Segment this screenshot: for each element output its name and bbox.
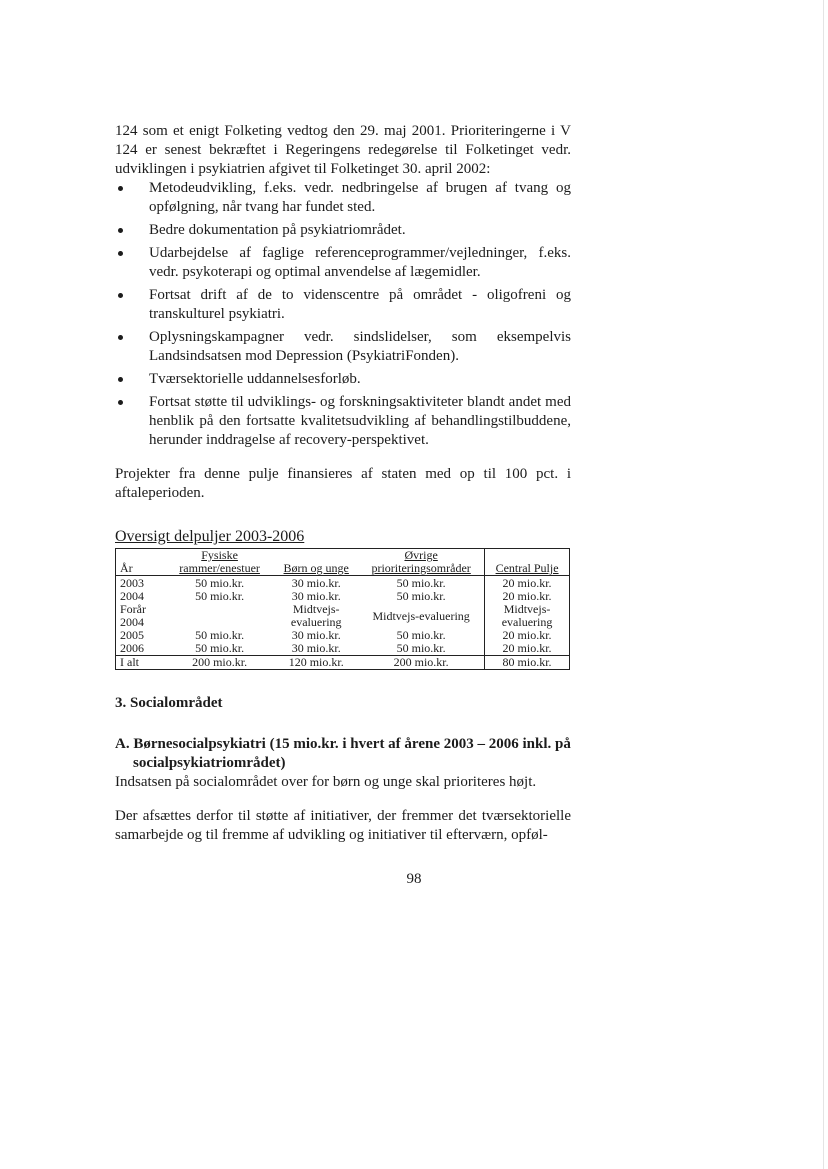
header-physical: Fysiske rammer/enestuer <box>165 549 274 576</box>
list-item: Oplysningskampagner vedr. sindslidelser, som eksempelvis Landsindsatsen mod Depression (PsykiatriFonden). <box>115 328 571 366</box>
list-item: Udarbejdelse af faglige referenceprogrammer/vejledninger, f.eks. vedr. psykoterapi og optimal anvendelse af lægemidler. <box>115 244 571 282</box>
table-row: 2003 50 mio.kr. 30 mio.kr. 50 mio.kr. 20 mio.kr. <box>116 576 570 591</box>
section-title: 3. Socialområdet <box>115 695 223 711</box>
table-title: Oversigt delpuljer 2003-2006 <box>115 528 305 545</box>
bullet-icon <box>118 377 123 382</box>
header-children: Børn og unge <box>274 549 358 576</box>
bullet-icon <box>118 228 123 233</box>
list-item: Tværsektorielle uddannelsesforløb. <box>115 370 571 389</box>
funding-table <box>115 548 570 670</box>
projects-paragraph: Projekter fra denne pulje finansieres af staten med op til 100 pct. i aftaleperioden. <box>115 466 571 501</box>
list-item: Fortsat drift af de to videnscentre på området - oligofreni og transkulturel psykiatri. <box>115 286 571 324</box>
final-paragraph: Der afsættes derfor til støtte af initiativer, der fremmer det tværsektorielle samarbejde og til fremme af udvikling og initiativer til efterværn, opføl- <box>115 808 571 843</box>
list-item: Fortsat støtte til udviklings- og forskningsaktiviteter blandt andet med henblik på den fortsatte kvalitetsudvikling af behandlingstilbuddene, herunder inddragelse af recovery-perspektivet. <box>115 393 571 450</box>
bullet-icon <box>118 400 123 405</box>
list-item: Metodeudvikling, f.eks. vedr. nedbringelse af brugen af tvang og opfølgning, når tvang har fundet sted. <box>115 179 571 217</box>
table-row: 2006 50 mio.kr. 30 mio.kr. 50 mio.kr. 20 mio.kr. <box>116 642 570 656</box>
bullet-icon <box>118 335 123 340</box>
page-edge <box>823 0 824 1169</box>
header-other: Øvrige prioriteringsområder <box>358 549 485 576</box>
subsection-paragraph: Indsatsen på socialområdet over for børn og unge skal prioriteres højt. <box>115 774 537 790</box>
priority-list <box>115 179 571 450</box>
intro-paragraph: 124 som et enigt Folketing vedtog den 29. maj 2001. Prioriteringerne i V 124 er senest bekræftet i Regeringens redegørelse til Folketinget vedr. udviklingen i psykiatrien afgivet til Folketinget 30. april 2002: <box>115 123 571 177</box>
list-item: Bedre dokumentation på psykiatriområdet. <box>115 221 571 240</box>
document-body <box>115 122 571 845</box>
bullet-icon <box>118 186 123 191</box>
table-row: 2005 50 mio.kr. 30 mio.kr. 50 mio.kr. 20 mio.kr. <box>116 629 570 642</box>
table-header-row <box>116 549 570 576</box>
table-total-row: I alt 200 mio.kr. 120 mio.kr. 200 mio.kr. 80 mio.kr. <box>116 656 570 670</box>
table-row: Forår 2004 Midtvejs-evaluering Midtvejs-evaluering Midtvejs-evaluering <box>116 603 570 629</box>
header-year: År <box>116 549 165 576</box>
table-row: 2004 50 mio.kr. 30 mio.kr. 50 mio.kr. 20 mio.kr. <box>116 590 570 603</box>
bullet-icon <box>118 251 123 256</box>
page-number: 98 <box>406 871 422 887</box>
subsection-title: A. Børnesocialpsykiatri (15 mio.kr. i hvert af årene 2003 – 2006 inkl. på socialpsykiatriområdet) <box>115 736 571 771</box>
header-central: Central Pulje <box>485 549 570 576</box>
bullet-icon <box>118 293 123 298</box>
